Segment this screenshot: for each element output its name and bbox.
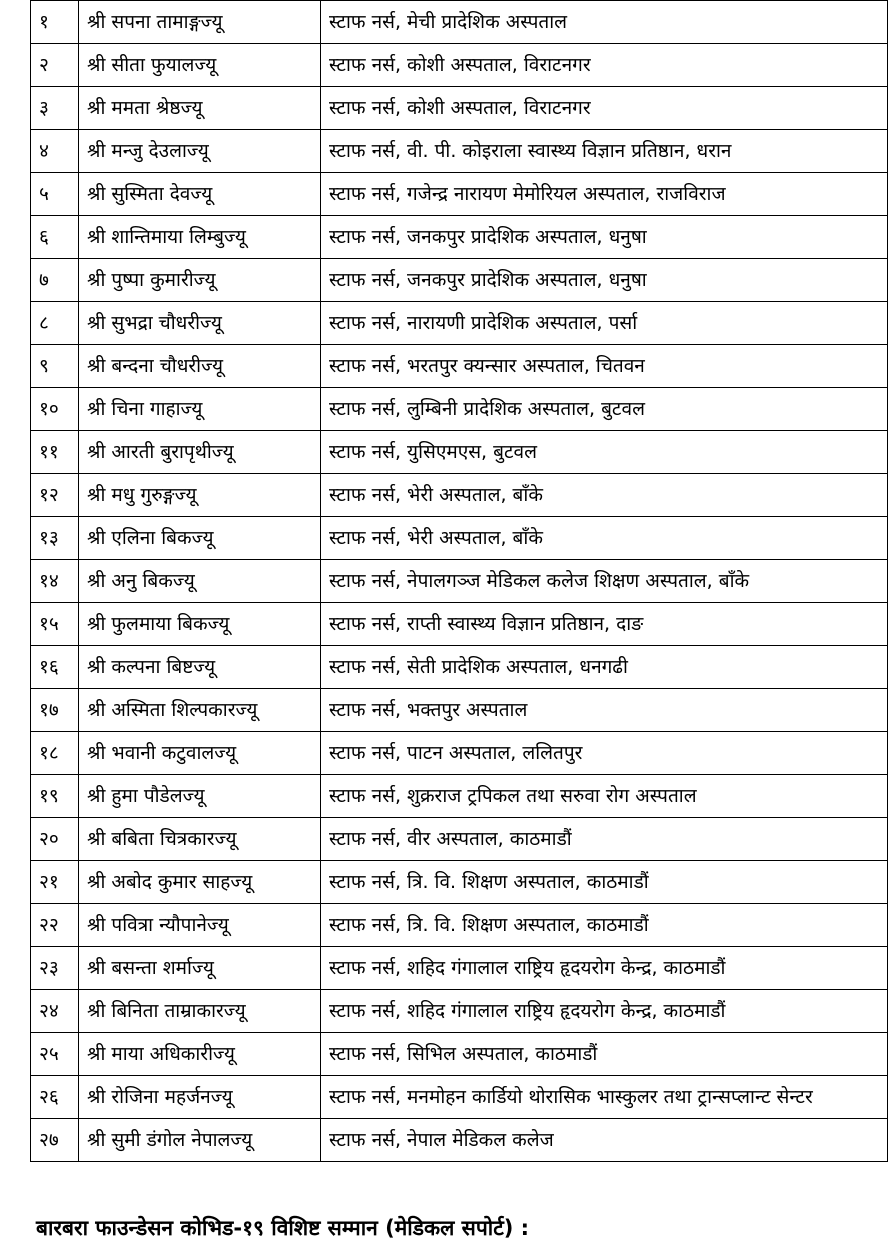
table-row	[31, 646, 888, 689]
table-row	[31, 904, 888, 947]
row-number: १२	[31, 474, 79, 517]
honoree-position: स्टाफ नर्स, पाटन अस्पताल, ललितपुर	[321, 732, 888, 775]
row-number: १६	[31, 646, 79, 689]
table-row	[31, 388, 888, 431]
honoree-position: स्टाफ नर्स, कोशी अस्पताल, विराटनगर	[321, 87, 888, 130]
honoree-name: श्री मन्जु देउलाज्यू	[79, 130, 321, 173]
honoree-position: स्टाफ नर्स, राप्ती स्वास्थ्य विज्ञान प्रतिष्ठान, दाङ	[321, 603, 888, 646]
honoree-position: स्टाफ नर्स, शुक्रराज ट्रपिकल तथा सरुवा रोग अस्पताल	[321, 775, 888, 818]
honoree-name: श्री पुष्पा कुमारीज्यू	[79, 259, 321, 302]
honoree-name: श्री मधु गुरुङ्गज्यू	[79, 474, 321, 517]
row-number: २०	[31, 818, 79, 861]
table-row	[31, 861, 888, 904]
honoree-name: श्री शान्तिमाया लिम्बुज्यू	[79, 216, 321, 259]
row-number: १९	[31, 775, 79, 818]
honoree-position: स्टाफ नर्स, भक्तपुर अस्पताल	[321, 689, 888, 732]
table-row	[31, 560, 888, 603]
table-row	[31, 1033, 888, 1076]
table-row	[31, 517, 888, 560]
row-number: ५	[31, 173, 79, 216]
row-number: २४	[31, 990, 79, 1033]
honoree-position: स्टाफ नर्स, जनकपुर प्रादेशिक अस्पताल, धनुषा	[321, 216, 888, 259]
honoree-position: स्टाफ नर्स, शहिद गंगालाल राष्ट्रिय हृदयरोग केन्द्र, काठमाडौं	[321, 990, 888, 1033]
row-number: ७	[31, 259, 79, 302]
honoree-name: श्री सुस्मिता देवज्यू	[79, 173, 321, 216]
section-heading: बारबरा फाउन्डेसन कोभिड-१९ विशिष्ट सम्मान (मेडिकल सपोर्ट) :	[36, 1216, 530, 1240]
row-number: ६	[31, 216, 79, 259]
table-row	[31, 947, 888, 990]
row-number: २१	[31, 861, 79, 904]
row-number: २६	[31, 1076, 79, 1119]
honoree-position: स्टाफ नर्स, नेपाल मेडिकल कलेज	[321, 1119, 888, 1162]
honoree-position: स्टाफ नर्स, त्रि. वि. शिक्षण अस्पताल, काठमाडौं	[321, 904, 888, 947]
honoree-position: स्टाफ नर्स, शहिद गंगालाल राष्ट्रिय हृदयरोग केन्द्र, काठमाडौं	[321, 947, 888, 990]
table-row	[31, 603, 888, 646]
honoree-name: श्री सपना तामाङ्गज्यू	[79, 1, 321, 44]
table-row	[31, 990, 888, 1033]
table-row	[31, 216, 888, 259]
row-number: २	[31, 44, 79, 87]
row-number: ९	[31, 345, 79, 388]
honoree-name: श्री हुमा पौडेलज्यू	[79, 775, 321, 818]
honoree-name: श्री सुमी डंगोल नेपालज्यू	[79, 1119, 321, 1162]
honoree-name: श्री बबिता चित्रकारज्यू	[79, 818, 321, 861]
honoree-position: स्टाफ नर्स, वी. पी. कोइराला स्वास्थ्य विज्ञान प्रतिष्ठान, धरान	[321, 130, 888, 173]
row-number: २३	[31, 947, 79, 990]
table-row	[31, 44, 888, 87]
honoree-position: स्टाफ नर्स, वीर अस्पताल, काठमाडौं	[321, 818, 888, 861]
honoree-position: स्टाफ नर्स, भेरी अस्पताल, बाँके	[321, 474, 888, 517]
honoree-name: श्री कल्पना बिष्टज्यू	[79, 646, 321, 689]
honoree-position: स्टाफ नर्स, नेपालगञ्ज मेडिकल कलेज शिक्षण अस्पताल, बाँके	[321, 560, 888, 603]
table-row	[31, 818, 888, 861]
row-number: १	[31, 1, 79, 44]
row-number: २७	[31, 1119, 79, 1162]
honoree-position: स्टाफ नर्स, गजेन्द्र नारायण मेमोरियल अस्पताल, राजविराज	[321, 173, 888, 216]
honoree-position: स्टाफ नर्स, नारायणी प्रादेशिक अस्पताल, पर्सा	[321, 302, 888, 345]
row-number: १५	[31, 603, 79, 646]
table-row	[31, 431, 888, 474]
honoree-name: श्री एलिना बिकज्यू	[79, 517, 321, 560]
row-number: १०	[31, 388, 79, 431]
honoree-position: स्टाफ नर्स, मनमोहन कार्डियो थोरासिक भास्कुलर तथा ट्रान्सप्लान्ट सेन्टर	[321, 1076, 888, 1119]
honoree-name: श्री माया अधिकारीज्यू	[79, 1033, 321, 1076]
honoree-name: श्री रोजिना महर्जनज्यू	[79, 1076, 321, 1119]
table-row	[31, 732, 888, 775]
honoree-position: स्टाफ नर्स, कोशी अस्पताल, विराटनगर	[321, 44, 888, 87]
table-row	[31, 775, 888, 818]
honoree-name: श्री बन्दना चौधरीज्यू	[79, 345, 321, 388]
honoree-name: श्री अस्मिता शिल्पकारज्यू	[79, 689, 321, 732]
honoree-name: श्री भवानी कटुवालज्यू	[79, 732, 321, 775]
honoree-position: स्टाफ नर्स, सिभिल अस्पताल, काठमाडौं	[321, 1033, 888, 1076]
honoree-position: स्टाफ नर्स, जनकपुर प्रादेशिक अस्पताल, धनुषा	[321, 259, 888, 302]
row-number: १३	[31, 517, 79, 560]
honoree-name: श्री अबोद कुमार साहज्यू	[79, 861, 321, 904]
honoree-name: श्री सीता फुयालज्यू	[79, 44, 321, 87]
row-number: २५	[31, 1033, 79, 1076]
honoree-name: श्री सुभद्रा चौधरीज्यू	[79, 302, 321, 345]
honoree-name: श्री पवित्रा न्यौपानेज्यू	[79, 904, 321, 947]
honoree-name: श्री ममता श्रेष्ठज्यू	[79, 87, 321, 130]
table-row	[31, 130, 888, 173]
row-number: २२	[31, 904, 79, 947]
table-row	[31, 1119, 888, 1162]
table-row	[31, 345, 888, 388]
table-row	[31, 87, 888, 130]
table-row	[31, 1076, 888, 1119]
row-number: १८	[31, 732, 79, 775]
row-number: ३	[31, 87, 79, 130]
honoree-table	[30, 0, 888, 1162]
table-row	[31, 1, 888, 44]
row-number: ११	[31, 431, 79, 474]
honoree-position: स्टाफ नर्स, भेरी अस्पताल, बाँके	[321, 517, 888, 560]
honoree-name: श्री अनु बिकज्यू	[79, 560, 321, 603]
honoree-name: श्री फुलमाया बिकज्यू	[79, 603, 321, 646]
honoree-name: श्री बिनिता ताम्राकारज्यू	[79, 990, 321, 1033]
table-row	[31, 474, 888, 517]
honoree-table-body	[31, 1, 888, 1162]
table-row	[31, 173, 888, 216]
honoree-position: स्टाफ नर्स, युसिएमएस, बुटवल	[321, 431, 888, 474]
row-number: १४	[31, 560, 79, 603]
table-row	[31, 302, 888, 345]
honoree-name: श्री चिना गाहाज्यू	[79, 388, 321, 431]
table-row	[31, 259, 888, 302]
honoree-position: स्टाफ नर्स, सेती प्रादेशिक अस्पताल, धनगढी	[321, 646, 888, 689]
row-number: १७	[31, 689, 79, 732]
honoree-name: श्री आरती बुरापृथीज्यू	[79, 431, 321, 474]
honoree-position: स्टाफ नर्स, त्रि. वि. शिक्षण अस्पताल, काठमाडौं	[321, 861, 888, 904]
honoree-position: स्टाफ नर्स, लुम्बिनी प्रादेशिक अस्पताल, बुटवल	[321, 388, 888, 431]
honoree-position: स्टाफ नर्स, मेची प्रादेशिक अस्पताल	[321, 1, 888, 44]
honoree-position: स्टाफ नर्स, भरतपुर क्यन्सार अस्पताल, चितवन	[321, 345, 888, 388]
row-number: ४	[31, 130, 79, 173]
table-row	[31, 689, 888, 732]
row-number: ८	[31, 302, 79, 345]
honoree-name: श्री बसन्ता शर्माज्यू	[79, 947, 321, 990]
